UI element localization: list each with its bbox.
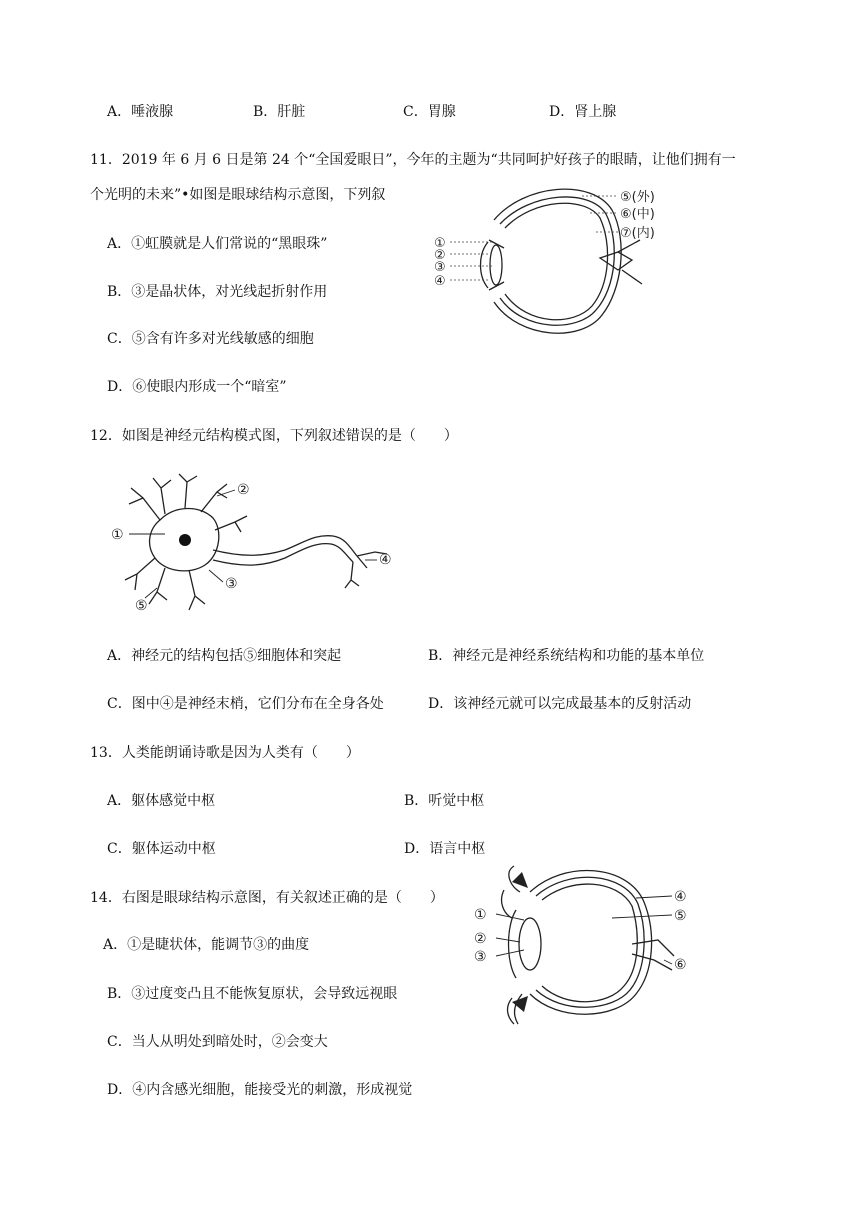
- q12-option-d: D．该神经元就可以完成最基本的反射活动: [428, 696, 692, 712]
- eye1-label-3: ③: [434, 260, 446, 275]
- q12-stem: 12．如图是神经元结构模式图，下列叙述错误的是（ ）: [90, 428, 458, 444]
- eye2-label-3: ③: [474, 949, 487, 965]
- neuron-label-2: ②: [237, 482, 250, 498]
- eye-structure-diagram-2: [468, 862, 708, 1028]
- q12-option-b: B．神经元是神经系统结构和功能的基本单位: [428, 648, 705, 664]
- q10-option-d: D．肾上腺: [549, 104, 617, 120]
- neuron-nucleus: [179, 534, 191, 546]
- eye2-label-5: ⑤: [674, 908, 687, 924]
- neuron-label-4: ④: [379, 552, 392, 568]
- eye-structure-diagram-1: [432, 180, 692, 340]
- q10-option-a: A．唾液腺: [107, 104, 174, 120]
- q11-option-c: C．⑤含有许多对光线敏感的细胞: [107, 331, 314, 347]
- neuron-label-1: ①: [111, 527, 124, 543]
- q12-option-a: A．神经元的结构包括⑤细胞体和突起: [107, 648, 342, 664]
- neuron-structure-diagram: [105, 470, 405, 615]
- q11-option-d: D．⑥使眼内形成一个“暗室”: [107, 379, 287, 395]
- q12-option-c: C．图中④是神经末梢，它们分布在全身各处: [107, 696, 384, 712]
- q11-stem-line2: 个光明的未来”•如图是眼球结构示意图，下列叙: [90, 187, 386, 203]
- eye1-label-4: ④: [434, 274, 446, 289]
- q14-option-d: D．④内含感光细胞，能接受光的刺激，形成视觉: [107, 1082, 413, 1098]
- q13-option-c: C．躯体运动中枢: [107, 841, 216, 857]
- eye1-label-2: ②: [434, 248, 446, 263]
- neuron-label-5: ⑤: [135, 598, 148, 614]
- q14-option-a: A．①是睫状体，能调节③的曲度: [103, 937, 310, 953]
- eye1-label-1: ①: [434, 236, 446, 251]
- q13-option-d: D．语言中枢: [404, 841, 486, 857]
- eye2-label-4: ④: [674, 889, 687, 905]
- q14-option-c: C．当人从明处到暗处时，②会变大: [107, 1034, 328, 1050]
- q14-option-b: B．③过度变凸且不能恢复原状，会导致远视眼: [107, 986, 398, 1002]
- q10-option-b: B．肝脏: [253, 104, 306, 120]
- q11-option-a: A．①虹膜就是人们常说的“黑眼珠”: [107, 236, 328, 252]
- eye1-label-5: ⑤(外): [620, 190, 655, 205]
- q13-option-a: A．躯体感觉中枢: [107, 793, 216, 809]
- eye1-label-6: ⑥(中): [620, 207, 655, 222]
- q11-option-b: B．③是晶状体，对光线起折射作用: [107, 284, 328, 300]
- eye2-label-1: ①: [474, 907, 487, 923]
- neuron-label-3: ③: [225, 576, 238, 592]
- q13-stem: 13．人类能朗诵诗歌是因为人类有（ ）: [90, 745, 360, 761]
- eye2-label-6: ⑥: [674, 957, 687, 973]
- q10-option-c: C．胃腺: [403, 104, 456, 120]
- q13-option-b: B．听觉中枢: [404, 793, 485, 809]
- eye2-label-2: ②: [474, 931, 487, 947]
- q11-stem-line1: 11．2019 年 6 月 6 日是第 24 个“全国爱眼日”，今年的主题为“共同呵护好孩子的眼睛，让他们拥有一: [90, 152, 736, 168]
- eye1-label-7: ⑦(内): [620, 226, 655, 241]
- q14-stem: 14．右图是眼球结构示意图，有关叙述正确的是（ ）: [90, 890, 444, 906]
